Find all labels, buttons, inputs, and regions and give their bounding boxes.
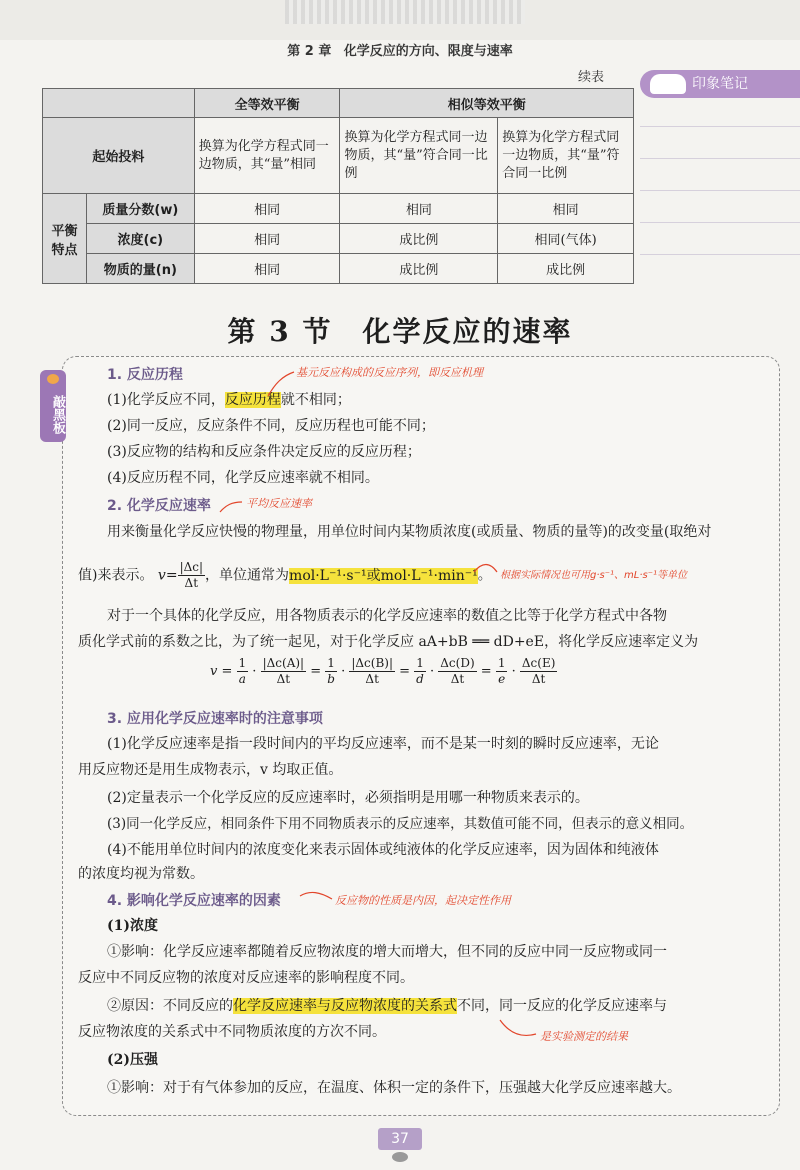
table-cell: 成比例	[340, 224, 498, 254]
text-line: (3)反应物的结构和反应条件决定反应的反应历程；	[107, 444, 421, 460]
table-cell: 换算为化学方程式同一边物质，其“量”相同	[194, 118, 340, 194]
notes-tab-label: 印象笔记	[692, 76, 748, 92]
row-label: 浓度(c)	[86, 224, 194, 254]
text-line: (4)反应历程不同，化学反应速率就不相同。	[107, 470, 379, 486]
table-cell: 相同	[194, 194, 340, 224]
highlighted-unit: mol·L⁻¹·s⁻¹或mol·L⁻¹·min⁻¹	[289, 567, 478, 584]
chapter-number: 第 2 章	[287, 44, 332, 59]
annotation-arrow	[474, 565, 497, 573]
text-line: 反应物浓度的关系式中不同物质浓度的方次不同。	[78, 1024, 386, 1040]
highlighted-term: 反应历程	[224, 392, 281, 408]
text-line: (1)化学反应速率是指一段时间内的平均反应速率，而不是某一时刻的瞬时反应速率，无论	[107, 736, 659, 752]
handwritten-note: 根据实际情况也可用g·s⁻¹、mL·s⁻¹等单位	[500, 570, 688, 581]
table-cell: 相同(气体)	[498, 224, 634, 254]
heading-reaction-mechanism: 1. 反应历程	[107, 367, 183, 383]
heading-reaction-rate: 2. 化学反应速率	[107, 498, 211, 514]
rate-formula: v = $\frac{1}{a}$ · $\frac{|\Delta c(A)|}{\Delta t}$ = $\frac{1}{b}$ · $\frac{|\Delta c(B)|}{\Delta t}$ = $\frac{1}{d}$ · $\frac{\Delta c(D)}{\Delta t}$ = $\frac{1}{e}$ · $\frac{\Delta c(E)}{\Delta t}$	[210, 656, 556, 686]
bird-icon	[392, 1152, 408, 1162]
table-cell: 相同	[498, 194, 634, 224]
row-label: 物质的量(n)	[86, 254, 194, 284]
text-line: ②原因：不同反应的化学反应速率与反应物浓度的关系式不同，同一反应的化学反应速率与	[107, 998, 667, 1014]
table-cell: 相同	[340, 194, 498, 224]
subheading-pressure: (2)压强	[107, 1052, 158, 1068]
table-cell: 相同	[194, 254, 340, 284]
continued-label: 续表	[578, 70, 605, 85]
text-line: 质化学式前的系数之比，为了统一起见，对于化学反应 aA+bB ══ dD+eE，将化学反应速率定义为	[78, 634, 699, 650]
annotation-arrow	[220, 502, 242, 512]
heading-notes: 3. 应用化学反应速率时的注意事项	[107, 711, 323, 727]
text-line: 用反应物还是用生成物表示，v 均取正值。	[78, 762, 343, 778]
section-title: 第 3 节 化学反应的速率	[227, 315, 573, 348]
table-cell: 成比例	[340, 254, 498, 284]
handwritten-note: 反应物的性质是内因，起决定性作用	[335, 894, 511, 907]
text-line: ①影响：化学反应速率都随着反应物浓度的增大而增大，但不同的反应中同一反应物或同一	[107, 944, 667, 960]
rate-fraction: $\frac{|\Delta c|}{\Delta t}$	[179, 560, 204, 590]
annotation-arrow	[300, 892, 332, 899]
heading-factors: 4. 影响化学反应速率的因素	[107, 893, 281, 909]
text-line: (4)不能用单位时间内的浓度变化来表示固体或纯液体的化学反应速率，因为固体和纯液体	[107, 842, 659, 858]
table-cell: 成比例	[498, 254, 634, 284]
page-number: 37	[378, 1128, 422, 1150]
row-group-label-line2: 特点	[51, 242, 78, 258]
handwritten-note: 基元反应构成的反应序列，即反应机理	[296, 366, 483, 379]
side-tab: 敲黑板	[40, 370, 66, 442]
subheading-concentration: (1)浓度	[107, 918, 158, 934]
table-cell: 换算为化学方程式同一边物质，其“量”符合同一比例	[498, 118, 634, 194]
handwritten-note: 平均反应速率	[246, 497, 312, 510]
handwritten-note: 是实验测定的结果	[540, 1030, 628, 1043]
chapter-title: 化学反应的方向、限度与速率	[343, 44, 513, 59]
row-group-label-line1: 平衡	[51, 223, 78, 239]
text-line: 的浓度均视为常数。	[78, 866, 204, 882]
rate-definition-line: 值)来表示。 v= $\frac{|\Delta c|}{\Delta t}$ ，单位通常为mol·L⁻¹·s⁻¹或mol·L⁻¹·min⁻¹。	[78, 560, 492, 590]
col-header-similar: 相似等效平衡	[340, 89, 634, 118]
text-line: 反应中不同反应物的浓度对反应速率的影响程度不同。	[78, 970, 414, 986]
col-header-all-equal: 全等效平衡	[194, 89, 340, 118]
highlighted-term: 化学反应速率与反应物浓度的关系式	[233, 998, 457, 1014]
annotation-arrow	[268, 372, 294, 396]
text-line: (2)同一反应，反应条件不同，反应历程也可能不同；	[107, 418, 435, 434]
text-line: ①影响：对于有气体参加的反应，在温度、体积一定的条件下，压强越大化学反应速率越大。	[107, 1080, 681, 1096]
text-line: (3)同一化学反应，相同条件下用不同物质表示的反应速率，其数值可能不同，但表示的意义相同。	[107, 816, 694, 832]
annotation-arrow	[500, 1020, 536, 1035]
table-cell: 换算为化学方程式同一边物质，其“量”符合同一比例	[340, 118, 498, 194]
table-cell: 相同	[194, 224, 340, 254]
text-line: (2)定量表示一个化学反应的反应速率时，必须指明是用哪一种物质来表示的。	[107, 790, 589, 806]
row-label-start: 起始投料	[43, 118, 195, 194]
text-line: (1)化学反应不同，反应历程就不相同；	[107, 392, 351, 408]
text-line: 用来衡量化学反应快慢的物理量，用单位时间内某物质浓度(或质量、物质的量等)的改变量(取绝对	[107, 524, 712, 540]
text-line: 对于一个具体的化学反应，用各物质表示的化学反应速率的数值之比等于化学方程式中各物	[107, 608, 667, 624]
row-label: 质量分数(w)	[86, 194, 194, 224]
